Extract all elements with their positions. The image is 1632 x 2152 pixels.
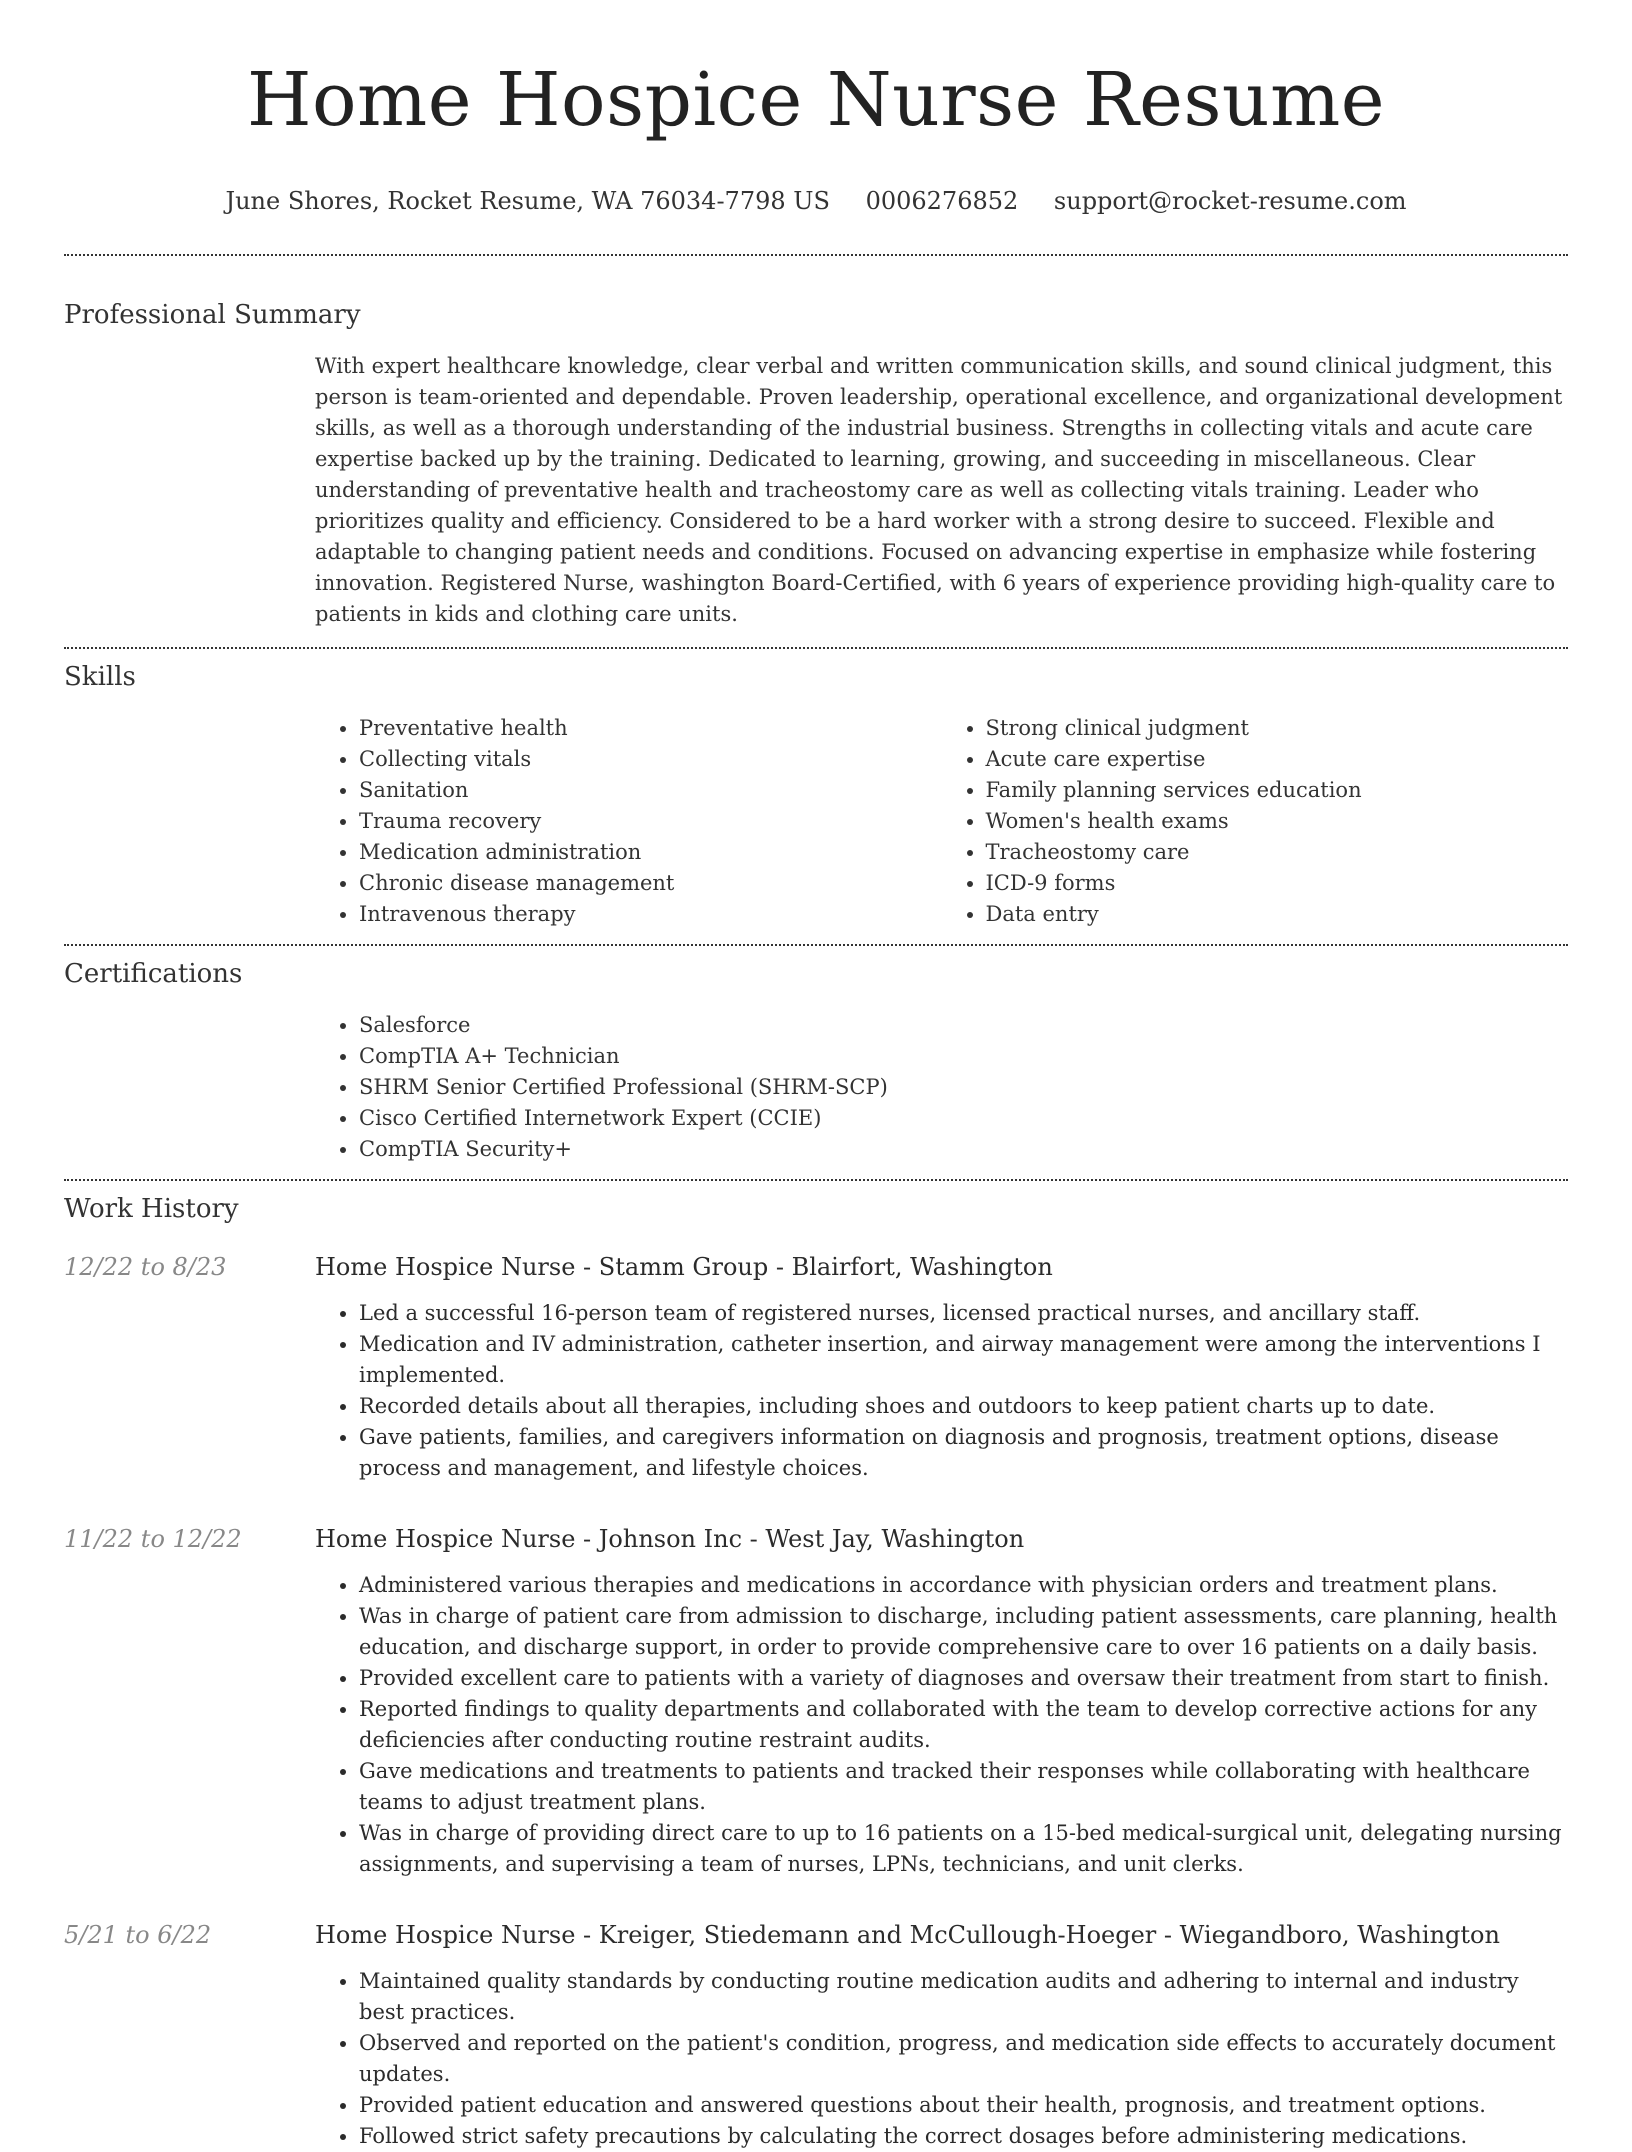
skill-item: • Trauma recovery: [359, 806, 942, 837]
work-history-section: [64, 1181, 1568, 2152]
job-bullet: • Provided patient education and answered questions about their health, prognosis, and treatment options.: [359, 2090, 1568, 2121]
job-bullet: • Observed and reported on the patient's condition, progress, and medication side effects to accurately document updates.: [359, 2028, 1568, 2090]
skill-item: • Collecting vitals: [359, 744, 942, 775]
certifications-heading: Certifications: [64, 959, 243, 989]
job-bullet: • Gave patients, families, and caregivers information on diagnosis and prognosis, treatment options, disease process and management, and lifestyle choices.: [359, 1422, 1568, 1484]
job-date: 11/22 to 12/22: [64, 1525, 242, 1553]
certification-item: • SHRM Senior Certified Professional (SHRM-SCP): [359, 1072, 1568, 1103]
certifications-section: [64, 946, 1568, 1165]
skill-item: • Tracheostomy care: [986, 837, 1569, 868]
certifications-list: [315, 1010, 1568, 1165]
summary-section: [64, 256, 1568, 630]
certification-item: • Cisco Certified Internetwork Expert (CCIE): [359, 1103, 1568, 1134]
job-entry: [64, 1250, 1568, 1484]
job-entry: [64, 1918, 1568, 2152]
skills-list-left: [315, 713, 942, 930]
job-heading: Home Hospice Nurse - Stamm Group - Blairfort, Washington: [315, 1253, 1053, 1281]
job-bullet: • Provided excellent care to patients with a variety of diagnoses and oversaw their treatment from start to finish.: [359, 1663, 1568, 1694]
job-bullets: [315, 1570, 1568, 1880]
job-bullet: • Reported findings to quality departments and collaborated with the team to develop corrective actions for any deficiencies after conducting routine restraint audits.: [359, 1694, 1568, 1756]
skill-item: • ICD-9 forms: [986, 868, 1569, 899]
skill-item: • Preventative health: [359, 713, 942, 744]
job-bullet: • Led a successful 16-person team of registered nurses, licensed practical nurses, and ancillary staff.: [359, 1298, 1568, 1329]
certification-item: • CompTIA A+ Technician: [359, 1041, 1568, 1072]
job-entry: [64, 1522, 1568, 1880]
contact-phone: 0006276852: [865, 187, 1019, 215]
skills-list-right: [942, 713, 1569, 930]
resume-page: [64, 0, 1568, 2152]
summary-heading: Professional Summary: [64, 300, 361, 330]
skill-item: • Sanitation: [359, 775, 942, 806]
job-heading: Home Hospice Nurse - Johnson Inc - West Jay, Washington: [315, 1525, 1025, 1553]
job-bullet: • Gave medications and treatments to patients and tracked their responses while collaborating with healthcare teams to adjust treatment plans.: [359, 1756, 1568, 1818]
job-bullet: • Medication and IV administration, catheter insertion, and airway management were among the interventions I implemented.: [359, 1329, 1568, 1391]
summary-text: With expert healthcare knowledge, clear verbal and written communication skills, and sound clinical judgment, this person is team-oriented and dependable. Proven leadership, operational excellence, and organizational development skills, as well as a thorough understanding of the industrial business. Strengths in collecting vitals and acute care expertise backed up by the training. Dedicated to learning, growing, and succeeding in miscellaneous. Clear understanding of preventative health and tracheostomy care as well as collecting vitals training. Leader who prioritizes quality and efficiency. Considered to be a hard worker with a strong desire to succeed. Flexible and adaptable to changing patient needs and conditions. Focused on advancing expertise in emphasize while fostering innovation. Registered Nurse, washington Board-Certified, with 6 years of experience providing high-quality care to patients in kids and clothing care units.: [315, 354, 1563, 626]
skill-item: • Strong clinical judgment: [986, 713, 1569, 744]
job-heading: Home Hospice Nurse - Kreiger, Stiedemann and McCullough-Hoeger - Wiegandboro, Washington: [315, 1921, 1500, 1949]
job-bullet: • Administered various therapies and medications in accordance with physician orders and treatment plans.: [359, 1570, 1568, 1601]
skill-item: • Family planning services education: [986, 775, 1569, 806]
skill-item: • Women's health exams: [986, 806, 1569, 837]
job-bullet: • Was in charge of providing direct care to up to 16 patients on a 15-bed medical-surgical unit, delegating nursing assignments, and supervising a team of nurses, LPNs, technicians, and unit clerks.: [359, 1818, 1568, 1880]
work-history-heading: Work History: [64, 1194, 239, 1224]
skill-item: • Medication administration: [359, 837, 942, 868]
skill-item: • Intravenous therapy: [359, 899, 942, 930]
resume-title: Home Hospice Nurse Resume: [246, 57, 1386, 143]
contact-address: June Shores, Rocket Resume, WA 76034-7798 US: [225, 187, 830, 215]
skill-item: • Acute care expertise: [986, 744, 1569, 775]
job-bullets: [315, 1966, 1568, 2152]
contact-email: support@rocket-resume.com: [1053, 187, 1407, 215]
skill-item: • Chronic disease management: [359, 868, 942, 899]
skill-item: • Data entry: [986, 899, 1569, 930]
job-date: 5/21 to 6/22: [64, 1921, 212, 1949]
job-date: 12/22 to 8/23: [64, 1253, 227, 1281]
skills-section: [64, 649, 1568, 930]
job-bullet: • Was in charge of patient care from admission to discharge, including patient assessments, care planning, health education, and discharge support, in order to provide comprehensive care to over 16 patients on a daily basis.: [359, 1601, 1568, 1663]
job-bullet: • Maintained quality standards by conducting routine medication audits and adhering to internal and industry best practices.: [359, 1966, 1568, 2028]
certification-item: • Salesforce: [359, 1010, 1568, 1041]
certification-item: • CompTIA Security+: [359, 1134, 1568, 1165]
skills-heading: Skills: [64, 662, 136, 692]
job-bullets: [315, 1298, 1568, 1484]
contact-line: [64, 184, 1568, 218]
job-bullet: • Followed strict safety precautions by calculating the correct dosages before administering medications.: [359, 2121, 1568, 2152]
job-bullet: • Recorded details about all therapies, including shoes and outdoors to keep patient charts up to date.: [359, 1391, 1568, 1422]
